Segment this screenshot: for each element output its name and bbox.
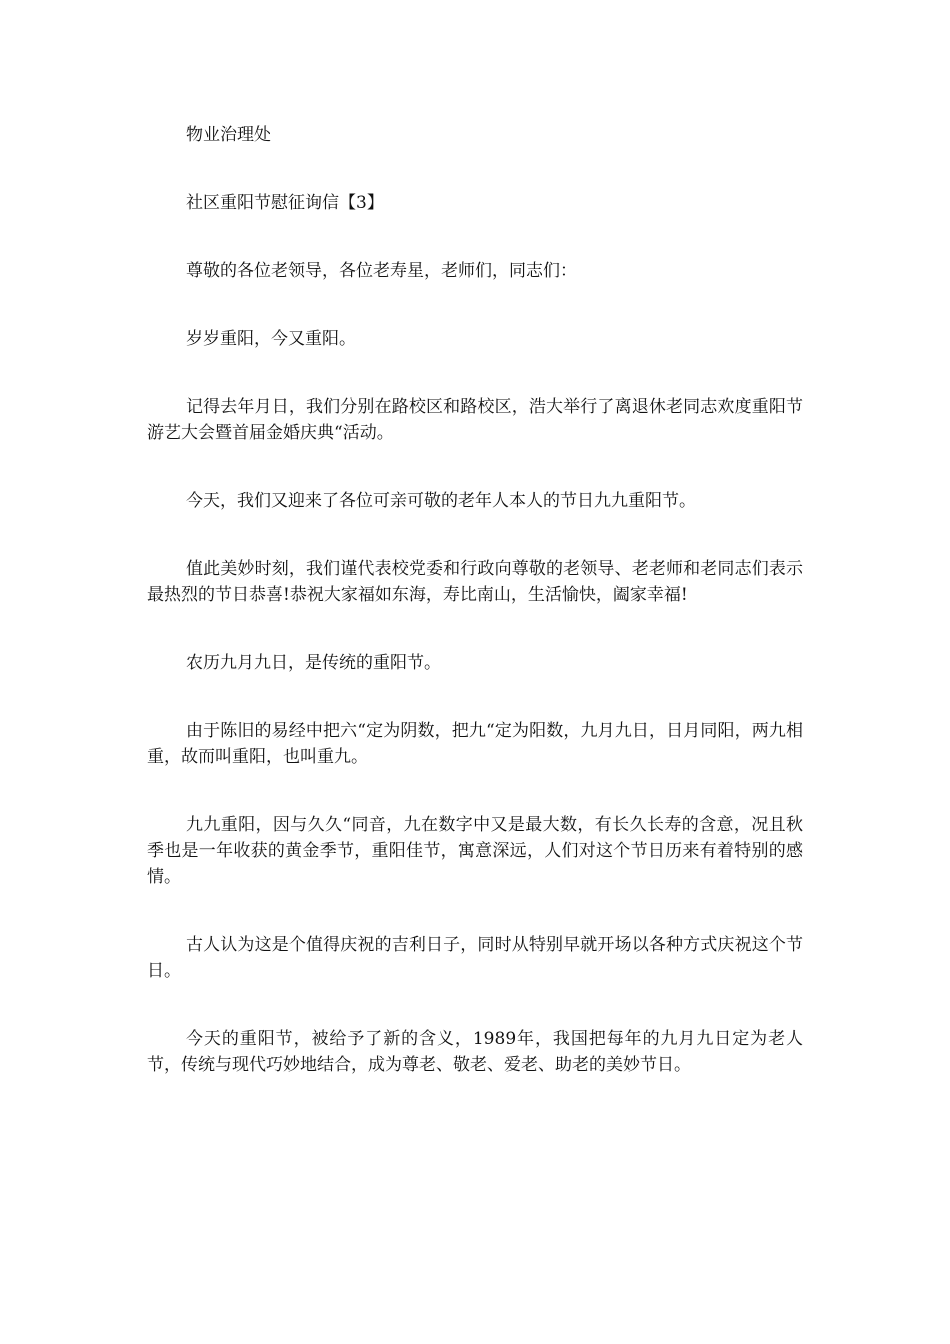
paragraph: 今天的重阳节，被给予了新的含义，1989年，我国把每年的九月九日定为老人节，传统与现代巧妙地结合，成为尊老、敬老、爱老、助老的美妙节日。 (147, 1029, 803, 1075)
document-body (147, 122, 803, 1078)
paragraph: 记得去年月日，我们分别在路校区和路校区，浩大举行了离退休老同志欢度重阳节游艺大会暨首届金婚庆典“活动。 (147, 397, 803, 443)
paragraph: 岁岁重阳，今又重阳。 (186, 329, 356, 349)
signature-line: 物业治理处 (186, 125, 271, 145)
salutation: 尊敬的各位老领导，各位老寿星，老师们，同志们： (186, 261, 577, 281)
paragraph: 值此美妙时刻，我们谨代表校党委和行政向尊敬的老领导、老老师和老同志们表示最热烈的节日恭喜!恭祝大家福如东海，寿比南山，生活愉快，阖家幸福! (147, 559, 803, 605)
paragraph: 古人认为这是个值得庆祝的吉利日子，同时从特别早就开场以各种方式庆祝这个节日。 (147, 935, 803, 981)
paragraph: 九九重阳，因与久久“同音，九在数字中又是最大数，有长久长寿的含意，况且秋季也是一年收获的黄金季节，重阳佳节，寓意深远，人们对这个节日历来有着特别的感情。 (147, 815, 803, 887)
paragraph: 今天，我们又迎来了各位可亲可敬的老年人本人的节日九九重阳节。 (186, 491, 696, 511)
paragraph: 农历九月九日，是传统的重阳节。 (186, 653, 441, 673)
paragraph: 由于陈旧的易经中把六“定为阴数，把九“定为阳数，九月九日，日月同阳，两九相重，故而叫重阳，也叫重九。 (147, 721, 803, 767)
letter-title: 社区重阳节慰征询信【3】 (186, 193, 384, 213)
